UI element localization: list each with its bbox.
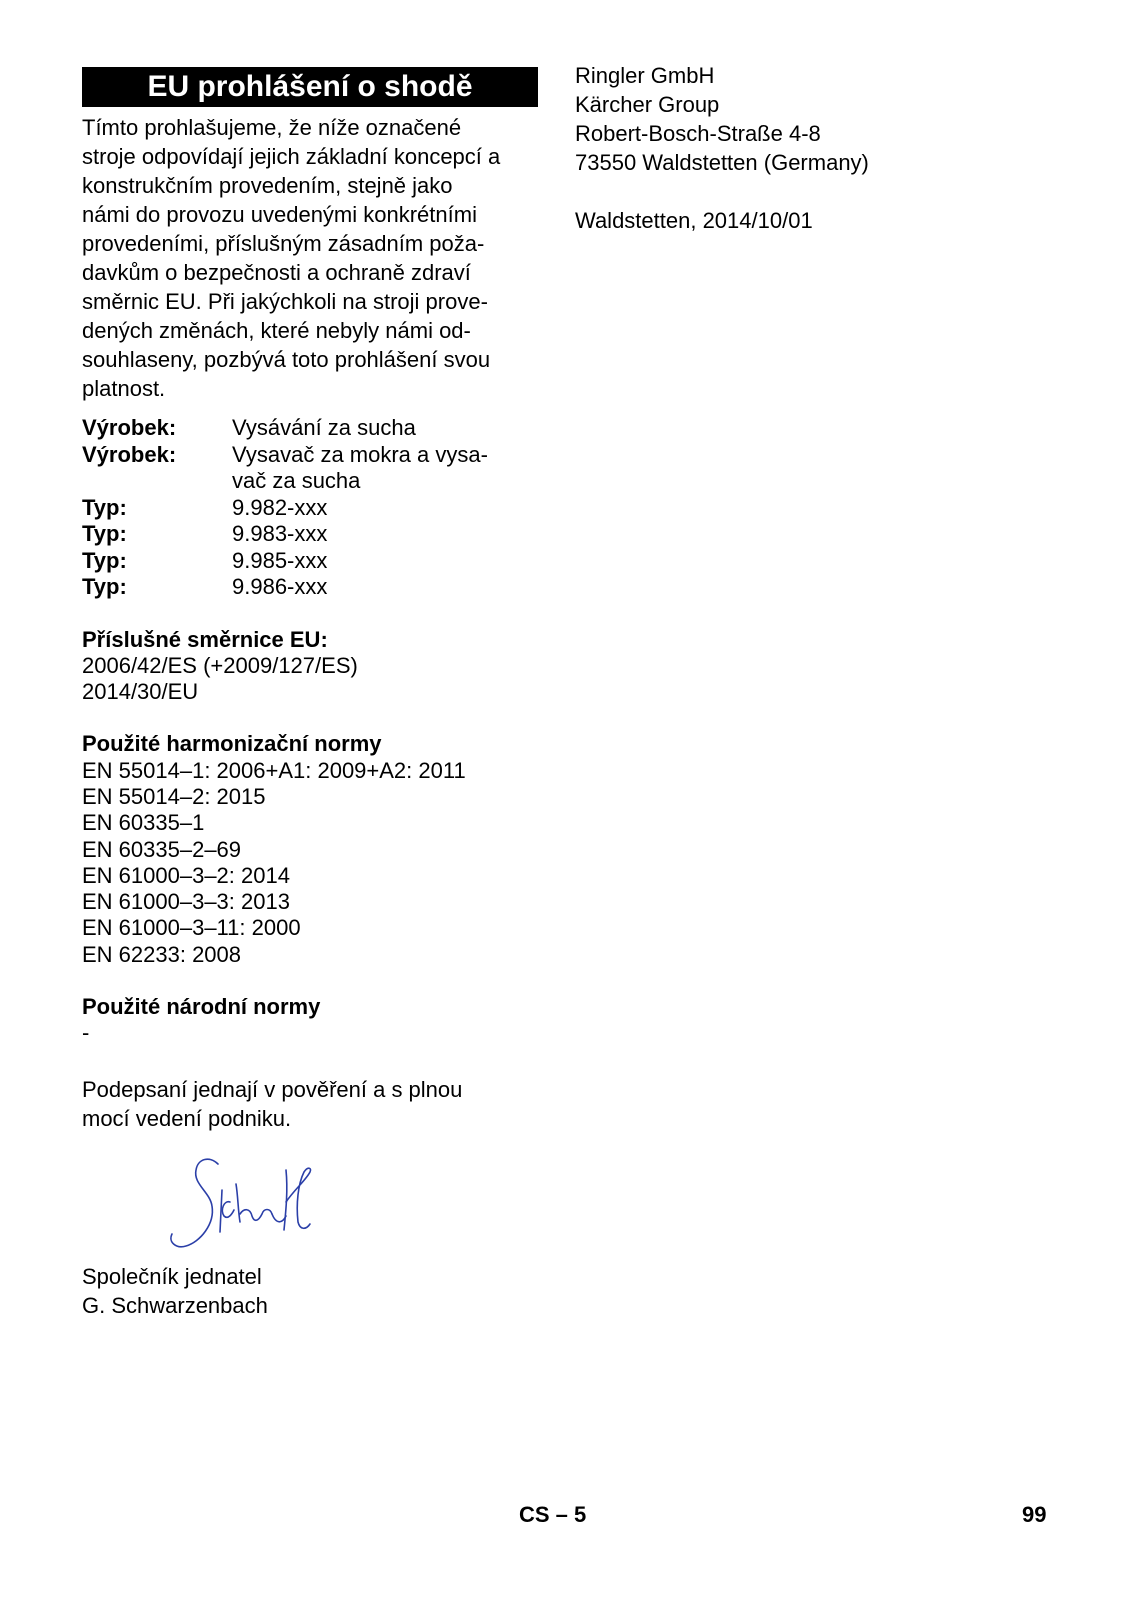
standard-item: EN 61000–3–3: 2013: [82, 889, 290, 915]
type-value: [232, 521, 538, 548]
directives-section: [82, 627, 538, 706]
signer-block: [82, 1262, 268, 1320]
intro-line: dených změnách, které nebyly námi od-: [82, 318, 471, 343]
authorization-line: Podepsaní jednají v pověření a s plnou: [82, 1076, 463, 1102]
company-line: 73550 Waldstetten (Germany): [575, 150, 869, 175]
type-value-line: 9.983-xxx: [232, 521, 328, 546]
place-date: Waldstetten, 2014/10/01: [575, 208, 813, 233]
type-value: [232, 548, 538, 575]
authorization-line: mocí vedení podniku.: [82, 1105, 292, 1131]
company-line: Robert-Bosch-Straße 4-8: [575, 121, 821, 146]
type-key: Typ:: [82, 494, 127, 520]
directive-item: 2014/30/EU: [82, 679, 199, 705]
national-standard-item: -: [82, 1020, 90, 1046]
harmonized-standards-section: [82, 731, 538, 968]
product-key: Výrobek:: [82, 441, 177, 467]
product-row: [82, 442, 538, 495]
type-row: [82, 548, 538, 575]
product-row: [82, 415, 538, 442]
intro-line: námi do provozu uvedenými konkrétními: [82, 202, 477, 227]
product-value-line: vač za sucha: [232, 468, 361, 493]
harmonized-standards-heading: Použité harmonizační normy: [82, 731, 382, 757]
company-line: Kärcher Group: [575, 92, 720, 117]
type-row: [82, 521, 538, 548]
type-row: [82, 495, 538, 522]
type-value: [232, 495, 538, 522]
intro-line: provedeními, příslušným zásadním poža-: [82, 231, 485, 256]
intro-line: Tímto prohlašujeme, že níže označené: [82, 115, 462, 140]
company-line: Ringler GmbH: [575, 63, 715, 88]
intro-line: davkům o bezpečnosti a ochraně zdraví: [82, 260, 471, 285]
page-number: 99: [1022, 1502, 1047, 1527]
standard-item: EN 55014–2: 2015: [82, 783, 266, 809]
handwritten-signature: [160, 1150, 320, 1250]
intro-paragraph: [82, 113, 538, 403]
national-standards-heading: Použité národní normy: [82, 994, 321, 1020]
section-page-label: CS – 5: [519, 1502, 587, 1527]
intro-line: souhlaseny, pozbývá toto prohlášení svou: [82, 347, 491, 372]
type-value: [232, 574, 538, 601]
document-title: EU prohlášení o shodě: [82, 67, 538, 107]
national-standards-section: [82, 994, 538, 1047]
type-value-line: 9.985-xxx: [232, 547, 328, 573]
authorization-paragraph: [82, 1075, 538, 1133]
signer-name: G. Schwarzenbach: [82, 1293, 268, 1318]
intro-line: konstrukčním provedením, stejně jako: [82, 173, 453, 198]
intro-line: platnost.: [82, 376, 166, 401]
type-key: Typ:: [82, 521, 127, 546]
type-row: [82, 574, 538, 601]
product-value-line: Vysávání za sucha: [232, 415, 416, 440]
company-column: [575, 61, 1015, 235]
type-value-line: 9.986-xxx: [232, 574, 328, 599]
product-value-line: Vysavač za mokra a vysa-: [232, 441, 488, 467]
product-key: Výrobek:: [82, 415, 177, 440]
standard-item: EN 60335–1: [82, 810, 205, 836]
standard-item: EN 61000–3–11: 2000: [82, 915, 301, 941]
product-value: [232, 442, 538, 495]
product-value: [232, 415, 538, 442]
standard-item: EN 60335–2–69: [82, 836, 242, 862]
type-value-line: 9.982-xxx: [232, 494, 328, 520]
standard-item: EN 61000–3–2: 2014: [82, 862, 290, 888]
type-key: Typ:: [82, 574, 127, 599]
intro-line: stroje odpovídají jejich základní koncepcí a: [82, 144, 501, 169]
signer-role: Společník jednatel: [82, 1264, 262, 1289]
directive-item: 2006/42/ES (+2009/127/ES): [82, 652, 358, 678]
type-key: Typ:: [82, 547, 127, 573]
standard-item: EN 62233: 2008: [82, 941, 242, 967]
intro-line: směrnic EU. Při jakýchkoli na stroji prove-: [82, 289, 488, 314]
directives-heading: Příslušné směrnice EU:: [82, 626, 328, 652]
standard-item: EN 55014–1: 2006+A1: 2009+A2: 2011: [82, 757, 466, 783]
product-table: [82, 415, 538, 601]
declaration-column: [82, 67, 538, 1133]
